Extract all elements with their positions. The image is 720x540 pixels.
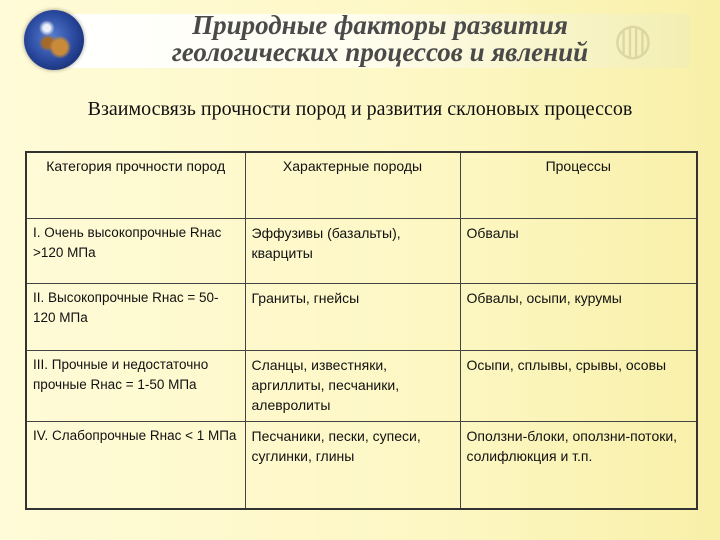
table-row <box>26 351 697 422</box>
cell-category: III. Прочные и недостаточно прочные Rнас = 1-50 МПа <box>26 351 245 422</box>
globe-icon <box>24 10 84 70</box>
cell-rocks: Песчаники, пески, супеси, суглинки, глины <box>245 422 460 510</box>
table-row <box>26 219 697 284</box>
cell-processes: Оползни-блоки, оползни-потоки, солифлюкция и т.п. <box>460 422 697 510</box>
header-rocks: Характерные породы <box>245 152 460 219</box>
table-row <box>26 284 697 351</box>
cell-processes: Осыпи, сплывы, срывы, осовы <box>460 351 697 422</box>
table-header-row <box>26 152 697 219</box>
cell-rocks: Эффузивы (базальты), кварциты <box>245 219 460 284</box>
title-line-2: геологических процессов и явлений <box>171 37 589 67</box>
cell-processes: Обвалы <box>460 219 697 284</box>
page-title <box>100 12 660 66</box>
header-processes: Процессы <box>460 152 697 219</box>
cell-category: II. Высокопрочные Rнас = 50-120 МПа <box>26 284 245 351</box>
cell-category: IV. Слабопрочные Rнас < 1 МПа <box>26 422 245 510</box>
cell-rocks: Граниты, гнейсы <box>245 284 460 351</box>
world-map-watermark-icon: ◍ <box>613 15 653 64</box>
rock-strength-table <box>25 151 698 510</box>
header-category: Категория прочности пород <box>26 152 245 219</box>
cell-rocks: Сланцы, известняки, аргиллиты, песчаники, алевролиты <box>245 351 460 422</box>
table-caption: Взаимосвязь прочности пород и развития склоновых процессов <box>87 98 633 120</box>
cell-processes: Обвалы, осыпи, курумы <box>460 284 697 351</box>
table-row <box>26 422 697 510</box>
cell-category: I. Очень высокопрочные Rнас >120 МПа <box>26 219 245 284</box>
title-line-1: Природные факторы развития <box>192 10 568 40</box>
